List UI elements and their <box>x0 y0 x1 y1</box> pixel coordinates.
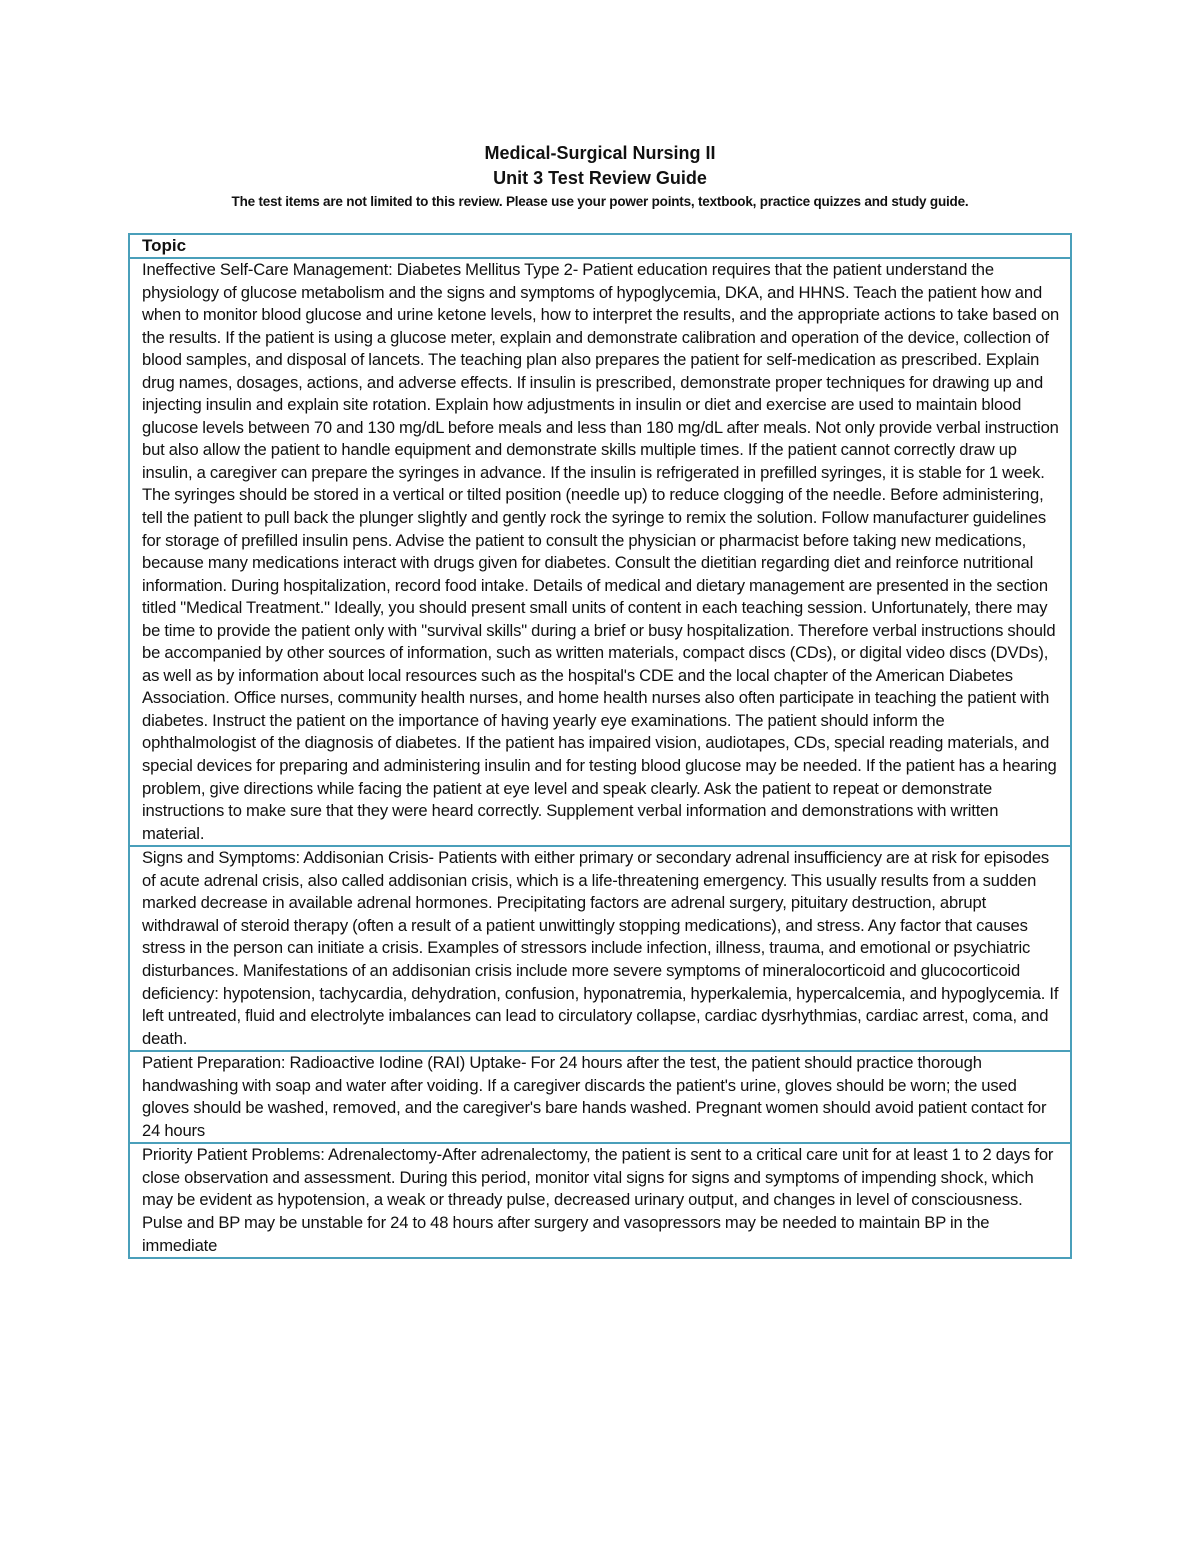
topic-cell-rai-uptake: Patient Preparation: Radioactive Iodine (RAI) Uptake- For 24 hours after the test, the patient should practice thorough handwashing with soap and water after voiding. If a caregiver discards the patient's urine, gloves should be worn; the used gloves should be washed, removed, and the caregiver's bare hands washed. Pregnant women should avoid patient contact for 24 hours <box>129 1051 1071 1143</box>
table-row <box>129 846 1071 1051</box>
table-row <box>129 258 1071 846</box>
document-header <box>0 141 1200 213</box>
document-title: Medical-Surgical Nursing II <box>484 143 716 163</box>
document-note: The test items are not limited to this review. Please use your power points, textbook, practice quizzes and study guide. <box>231 194 969 209</box>
topic-cell-adrenalectomy: Priority Patient Problems: Adrenalectomy-After adrenalectomy, the patient is sent to a critical care unit for at least 1 to 2 days for close observation and assessment. During this period, monitor vital signs for signs and symptoms of impending shock, which may be evident as hypotension, a weak or thready pulse, decreased urinary output, and changes in level of consciousness. Pulse and BP may be unstable for 24 to 48 hours after surgery and vasopressors may be needed to maintain BP in the immediate <box>129 1143 1071 1258</box>
topic-column-header: Topic <box>129 234 1071 258</box>
topic-table <box>128 233 1072 1259</box>
table-row <box>129 1143 1071 1258</box>
topic-cell-diabetes-self-care: Ineffective Self-Care Management: Diabetes Mellitus Type 2- Patient education requires that the patient understand the physiology of glucose metabolism and the signs and symptoms of hypoglycemia, DKA, and HHNS. Teach the patient how and when to monitor blood glucose and urine ketone levels, how to interpret the results, and the appropriate actions to take based on the results. If the patient is using a glucose meter, explain and demonstrate calibration and operation of the device, collection of blood samples, and disposal of lancets. The teaching plan also prepares the patient for self-medication as prescribed. Explain drug names, dosages, actions, and adverse effects. If insulin is prescribed, demonstrate proper techniques for drawing up and injecting insulin and explain site rotation. Explain how adjustments in insulin or diet and exercise are used to maintain blood glucose levels between 70 and 130 mg/dL before meals and less than 180 mg/dL after meals. Not only provide verbal instruction but also allow the patient to handle equipment and demonstrate skills multiple times. If the patient cannot correctly draw up insulin, a caregiver can prepare the syringes in advance. If the insulin is refrigerated in prefilled syringes, it is stable for 1 week. The syringes should be stored in a vertical or tilted position (needle up) to reduce clogging of the needle. Before administering, tell the patient to pull back the plunger slightly and gently rock the syringe to remix the solution. Follow manufacturer guidelines for storage of prefilled insulin pens. Advise the patient to consult the physician or pharmacist before taking new medications, because many medications interact with drugs given for diabetes. Consult the dietitian regarding diet and reinforce nutritional information. During hospitalization, record food intake. Details of medical and dietary management are presented in the section titled "Medical Treatment." Ideally, you should present small units of content in each teaching session. Unfortunately, there may be time to provide the patient only with "survival skills" during a brief or busy hospitalization. Therefore verbal instructions should be accompanied by other sources of information, such as written materials, compact discs (CDs), or digital video discs (DVDs), as well as by information about local resources such as the hospital's CDE and the local chapter of the American Diabetes Association. Office nurses, community health nurses, and home health nurses also often participate in teaching the patient with diabetes. Instruct the patient on the importance of having yearly eye examinations. The patient should inform the ophthalmologist of the diagnosis of diabetes. If the patient has impaired vision, audiotapes, CDs, special reading materials, and special devices for preparing and administering insulin and for testing blood glucose may be needed. If the patient has a hearing problem, give directions while facing the patient at eye level and speak clearly. Ask the patient to repeat or demonstrate instructions to make sure that they were heard correctly. Supplement verbal information and demonstrations with written material. <box>129 258 1071 846</box>
table-header-row <box>129 234 1071 258</box>
table-row <box>129 1051 1071 1143</box>
document-subtitle: Unit 3 Test Review Guide <box>493 168 707 188</box>
topic-cell-addisonian-crisis: Signs and Symptoms: Addisonian Crisis- Patients with either primary or secondary adrenal insufficiency are at risk for episodes of acute adrenal crisis, also called addisonian crisis, which is a life-threatening emergency. This usually results from a sudden marked decrease in available adrenal hormones. Precipitating factors are adrenal surgery, pituitary destruction, abrupt withdrawal of steroid therapy (often a result of a patient unwittingly stopping medications), and stress. Any factor that causes stress in the person can initiate a crisis. Examples of stressors include infection, illness, trauma, and emotional or psychiatric disturbances. Manifestations of an addisonian crisis include more severe symptoms of mineralocorticoid and glucocorticoid deficiency: hypotension, tachycardia, dehydration, confusion, hyponatremia, hyperkalemia, hypercalcemia, and hypoglycemia. If left untreated, fluid and electrolyte imbalances can lead to circulatory collapse, cardiac dysrhythmias, cardiac arrest, coma, and death. <box>129 846 1071 1051</box>
